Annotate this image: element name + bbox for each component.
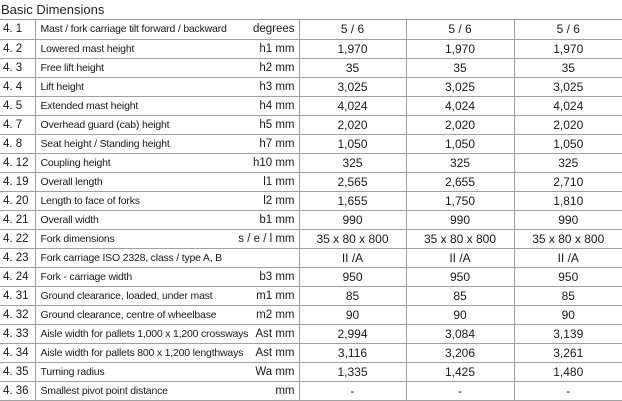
row-value-3: 3,261 [514, 343, 622, 362]
row-value-3: 35 x 80 x 800 [514, 229, 622, 248]
dimensions-table [0, 20, 622, 401]
row-description: Ground clearance, centre of wheelbase [35, 305, 220, 324]
row-value-3: 4,024 [514, 96, 622, 115]
row-value-2: 990 [406, 210, 514, 229]
row-value-1: 2,565 [299, 172, 406, 191]
row-unit: m2 mm [220, 305, 299, 324]
table-row [0, 39, 622, 58]
row-number: 4. 3 [0, 58, 35, 77]
row-description: Smallest pivot point distance [35, 381, 220, 400]
row-value-2: II /A [406, 248, 514, 267]
row-value-1: 4,024 [299, 96, 406, 115]
row-unit: h5 mm [220, 115, 299, 134]
row-value-3: 5 / 6 [514, 20, 622, 39]
row-unit: m1 mm [220, 286, 299, 305]
row-description: Turning radius [35, 362, 220, 381]
row-value-1: - [299, 381, 406, 400]
table-row [0, 134, 622, 153]
row-value-2: 1,970 [406, 39, 514, 58]
row-description: Fork dimensions [35, 229, 220, 248]
table-row [0, 324, 622, 343]
row-value-2: 5 / 6 [406, 20, 514, 39]
table-row [0, 210, 622, 229]
row-number: 4. 7 [0, 115, 35, 134]
row-description: Aisle width for pallets 1,000 x 1,200 crossways [35, 324, 220, 343]
row-description: Extended mast height [35, 96, 220, 115]
row-value-1: 85 [299, 286, 406, 305]
row-number: 4. 1 [0, 20, 35, 39]
table-row [0, 229, 622, 248]
row-description: Aisle width for pallets 800 x 1,200 lengthways [35, 343, 220, 362]
table-row [0, 96, 622, 115]
table-row [0, 77, 622, 96]
row-value-1: 1,335 [299, 362, 406, 381]
row-value-2: 1,050 [406, 134, 514, 153]
row-value-2: 35 x 80 x 800 [406, 229, 514, 248]
row-value-3: 950 [514, 267, 622, 286]
row-number: 4. 12 [0, 153, 35, 172]
row-number: 4. 19 [0, 172, 35, 191]
row-value-1: 3,025 [299, 77, 406, 96]
row-value-3: 2,710 [514, 172, 622, 191]
row-description: Seat height / Standing height [35, 134, 220, 153]
row-value-2: 3,025 [406, 77, 514, 96]
row-description: Free lift height [35, 58, 220, 77]
row-value-1: 1,655 [299, 191, 406, 210]
row-value-1: 35 x 80 x 800 [299, 229, 406, 248]
row-value-2: 2,020 [406, 115, 514, 134]
row-value-3: 3,025 [514, 77, 622, 96]
row-unit: h2 mm [220, 58, 299, 77]
row-value-3: 85 [514, 286, 622, 305]
row-value-2: 4,024 [406, 96, 514, 115]
row-description: Lowered mast height [35, 39, 220, 58]
row-number: 4. 23 [0, 248, 35, 267]
row-unit [220, 248, 299, 267]
row-number: 4. 32 [0, 305, 35, 324]
row-value-2: 85 [406, 286, 514, 305]
row-description: Fork carriage ISO 2328, class / type A, B [35, 248, 220, 267]
row-value-2: 3,206 [406, 343, 514, 362]
row-value-1: 325 [299, 153, 406, 172]
row-number: 4. 21 [0, 210, 35, 229]
row-value-3: 1,810 [514, 191, 622, 210]
row-value-1: 990 [299, 210, 406, 229]
row-unit: l2 mm [220, 191, 299, 210]
table-row [0, 305, 622, 324]
row-description: Overall width [35, 210, 220, 229]
row-value-3: 990 [514, 210, 622, 229]
row-value-2: 35 [406, 58, 514, 77]
row-value-2: - [406, 381, 514, 400]
dimensions-table-body [0, 20, 622, 400]
row-unit: Ast mm [220, 324, 299, 343]
row-number: 4. 34 [0, 343, 35, 362]
table-row [0, 115, 622, 134]
row-unit: h3 mm [220, 77, 299, 96]
table-row [0, 343, 622, 362]
row-value-3: 1,970 [514, 39, 622, 58]
row-value-3: 90 [514, 305, 622, 324]
row-value-2: 1,425 [406, 362, 514, 381]
row-value-2: 2,655 [406, 172, 514, 191]
row-value-1: 90 [299, 305, 406, 324]
row-description: Mast / fork carriage tilt forward / backward [35, 20, 220, 39]
table-row [0, 58, 622, 77]
table-row [0, 191, 622, 210]
row-number: 4. 20 [0, 191, 35, 210]
row-unit: s / e / l mm [220, 229, 299, 248]
row-description: Coupling height [35, 153, 220, 172]
row-number: 4. 31 [0, 286, 35, 305]
row-value-1: 2,020 [299, 115, 406, 134]
row-number: 4. 4 [0, 77, 35, 96]
row-value-1: 2,994 [299, 324, 406, 343]
row-unit: degrees [220, 20, 299, 39]
row-value-3: 3,139 [514, 324, 622, 343]
row-value-1: 5 / 6 [299, 20, 406, 39]
table-row [0, 267, 622, 286]
table-row [0, 286, 622, 305]
row-unit: h4 mm [220, 96, 299, 115]
row-description: Overall length [35, 172, 220, 191]
row-value-3: II /A [514, 248, 622, 267]
row-unit: h1 mm [220, 39, 299, 58]
row-number: 4. 33 [0, 324, 35, 343]
row-description: Ground clearance, loaded, under mast [35, 286, 220, 305]
row-value-3: 325 [514, 153, 622, 172]
row-unit: Ast mm [220, 343, 299, 362]
section-title: Basic Dimensions [0, 0, 622, 20]
row-number: 4. 24 [0, 267, 35, 286]
table-row [0, 381, 622, 400]
row-number: 4. 5 [0, 96, 35, 115]
table-row [0, 172, 622, 191]
row-value-3: 35 [514, 58, 622, 77]
table-row [0, 153, 622, 172]
row-unit: mm [220, 381, 299, 400]
row-description: Lift height [35, 77, 220, 96]
row-number: 4. 2 [0, 39, 35, 58]
row-number: 4. 35 [0, 362, 35, 381]
row-value-2: 950 [406, 267, 514, 286]
table-row [0, 362, 622, 381]
row-value-3: - [514, 381, 622, 400]
row-value-1: 950 [299, 267, 406, 286]
row-value-2: 325 [406, 153, 514, 172]
row-value-1: 35 [299, 58, 406, 77]
row-unit: b1 mm [220, 210, 299, 229]
row-value-3: 2,020 [514, 115, 622, 134]
row-value-2: 1,750 [406, 191, 514, 210]
row-value-1: 3,116 [299, 343, 406, 362]
table-row [0, 248, 622, 267]
row-value-1: 1,970 [299, 39, 406, 58]
row-unit: Wa mm [220, 362, 299, 381]
row-number: 4. 22 [0, 229, 35, 248]
row-description: Overhead guard (cab) height [35, 115, 220, 134]
row-description: Length to face of forks [35, 191, 220, 210]
row-value-1: 1,050 [299, 134, 406, 153]
row-unit: h10 mm [220, 153, 299, 172]
row-value-2: 90 [406, 305, 514, 324]
row-value-2: 3,084 [406, 324, 514, 343]
row-unit: l1 mm [220, 172, 299, 191]
row-unit: h7 mm [220, 134, 299, 153]
row-value-1: II /A [299, 248, 406, 267]
row-description: Fork - carriage width [35, 267, 220, 286]
row-number: 4. 8 [0, 134, 35, 153]
row-value-3: 1,050 [514, 134, 622, 153]
table-row [0, 20, 622, 39]
row-number: 4. 36 [0, 381, 35, 400]
row-unit: b3 mm [220, 267, 299, 286]
row-value-3: 1,480 [514, 362, 622, 381]
